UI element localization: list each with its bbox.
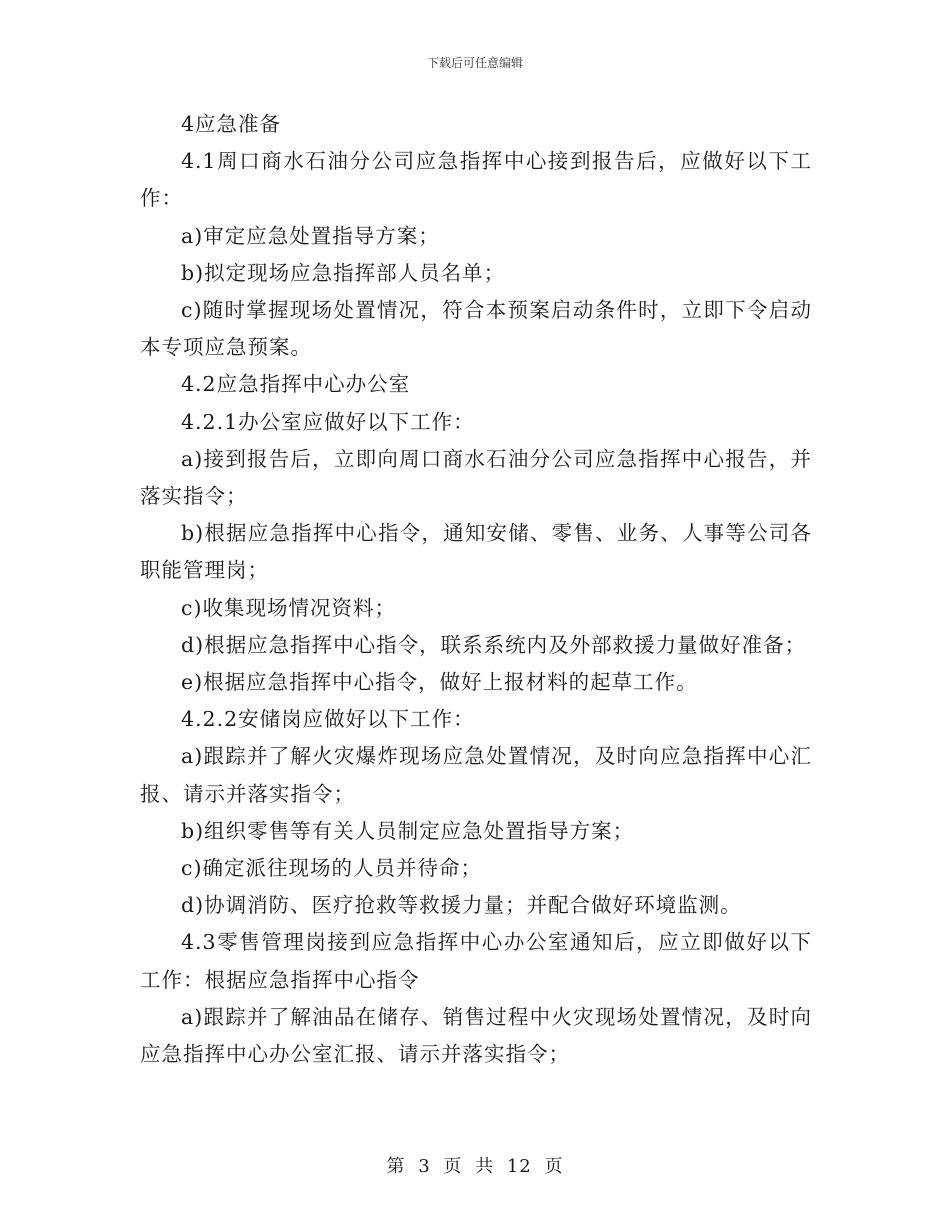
paragraph-4-1-c: c)随时掌握现场处置情况，符合本预案启动条件时，立即下令启动本专项应急预案。 [140, 298, 812, 360]
paragraph-4-2-2-b: b)组织零售等有关人员制定应急处置指导方案； [181, 818, 635, 843]
paragraph-4-1-a: a)审定应急处置指导方案； [181, 223, 440, 248]
paragraph-4-2-2-d: d)协调消防、医疗抢救等救援力量；并配合做好环境监测。 [181, 893, 742, 918]
paragraph-section-4-title: 4应急准备 [181, 112, 282, 136]
paragraph-4-2-1-b: b)根据应急指挥中心指令，通知安储、零售、业务、人事等公司各职能管理岗； [140, 521, 812, 583]
page-header-note: 下载后可任意编辑 [426, 56, 523, 70]
paragraph-4-1-b: b)拟定现场应急指挥部人员名单； [181, 260, 506, 285]
paragraph-4-2-1-e: e)根据应急指挥中心指令，做好上报材料的起草工作。 [181, 670, 698, 695]
paragraph-4-3-a: a)跟踪并了解油品在储存、销售过程中火灾现场处置情况，及时向应急指挥中心办公室汇报、请示并落实指令； [140, 1004, 812, 1067]
paragraph-4-2-1-a: a)接到报告后，立即向周口商水石油分公司应急指挥中心报告，并落实指令； [140, 446, 812, 509]
paragraph-4-2-1-d: d)根据应急指挥中心指令，联系系统内及外部救援力量做好准备； [181, 632, 807, 657]
paragraph-4-2-2: 4.2.2安储岗应做好以下工作： [181, 707, 475, 732]
paragraph-4-2-2-a: a)跟踪并了解火灾爆炸现场应急处置情况，及时向应急指挥中心汇报、请示并落实指令； [140, 744, 812, 806]
paragraph-4-3: 4.3零售管理岗接到应急指挥中心办公室通知后，应立即做好以下工作：根据应急指挥中心指令 [140, 930, 812, 992]
paragraph-4-1: 4.1周口商水石油分公司应急指挥中心接到报告后，应做好以下工作： [140, 149, 812, 211]
paragraph-4-2-1-c: c)收集现场情况资料； [181, 595, 396, 620]
page-number: 第 3 页 共 12 页 [386, 1156, 564, 1177]
paragraph-4-2-1: 4.2.1办公室应做好以下工作： [181, 409, 475, 434]
document-body [140, 106, 812, 1073]
paragraph-4-2-2-c: c)确定派往现场的人员并待命； [181, 856, 482, 881]
paragraph-4-2-title: 4.2应急指挥中心办公室 [181, 372, 411, 397]
